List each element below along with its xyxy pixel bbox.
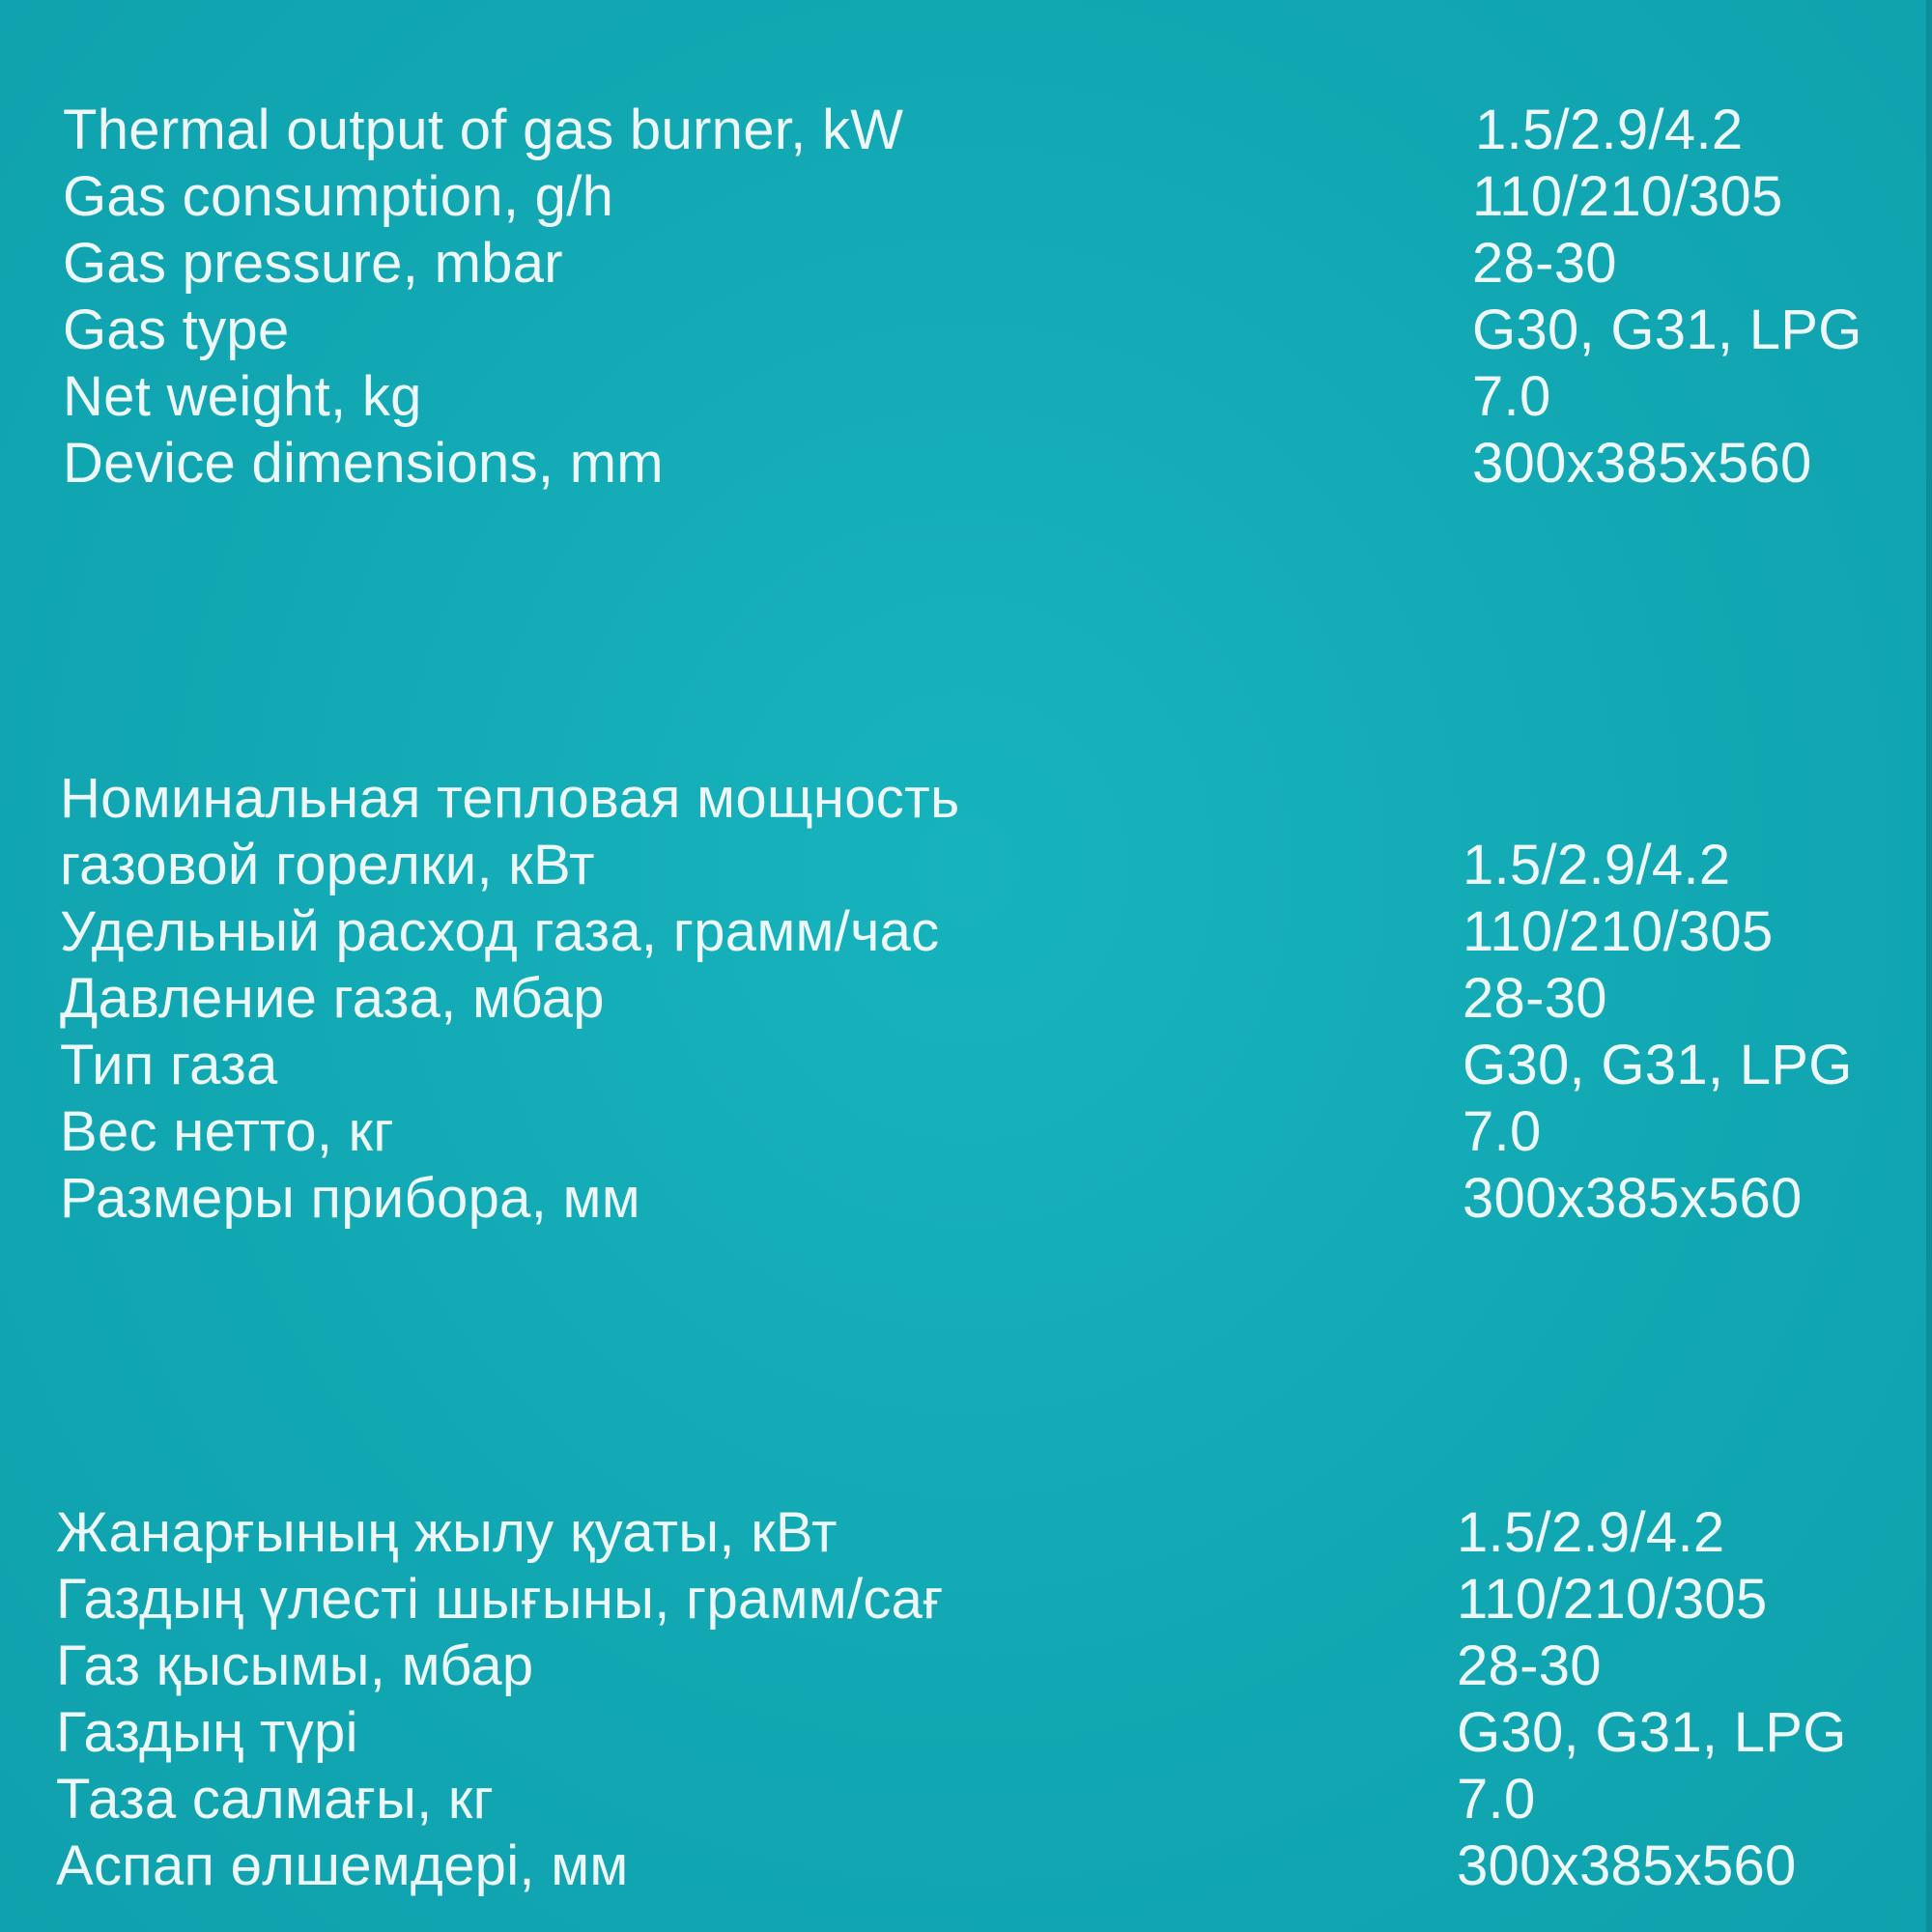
spec-row (0, 230, 1932, 297)
spec-row (0, 1098, 1932, 1165)
spec-value: 110/210/305 (1463, 900, 1774, 963)
spec-label: Thermal output of gas burner, kW (63, 99, 904, 161)
spec-value: 300x385x560 (1463, 1167, 1803, 1230)
spec-label: Тип газа (60, 1034, 278, 1096)
spec-row (0, 1633, 1932, 1699)
spec-label: Номинальная тепловая мощность (60, 767, 960, 830)
spec-row (0, 1766, 1932, 1833)
spec-row (0, 97, 1932, 163)
spec-row (0, 297, 1932, 363)
spec-value: 7.0 (1463, 1100, 1542, 1163)
spec-label: Давление газа, мбар (60, 967, 605, 1030)
spec-label: Газдың түрi (56, 1701, 358, 1764)
spec-value: 110/210/305 (1472, 165, 1783, 228)
spec-value: 7.0 (1472, 365, 1551, 428)
spec-label: Газ қысымы, мбар (56, 1634, 534, 1697)
spec-label: Газдың үлестi шығыны, грамм/сағ (56, 1568, 944, 1631)
spec-label: Размеры прибора, мм (60, 1167, 640, 1230)
spec-value: 28-30 (1463, 967, 1607, 1030)
spec-row (0, 430, 1932, 497)
spec-value: G30, G31, LPG (1472, 298, 1862, 361)
spec-block-kazakh (0, 1499, 1932, 1899)
spec-row (0, 363, 1932, 430)
spec-row (0, 1699, 1932, 1766)
spec-block-russian (0, 765, 1932, 1232)
spec-label: Gas pressure, mbar (63, 232, 563, 295)
spec-row (0, 1833, 1932, 1899)
spec-label: Таза салмағы, кг (56, 1768, 495, 1831)
spec-value: 110/210/305 (1457, 1568, 1768, 1631)
spec-row (0, 965, 1932, 1032)
spec-row (0, 1499, 1932, 1566)
spec-label: Жанарғының жылу қуаты, кВт (56, 1501, 838, 1564)
spec-label: Device dimensions, mm (63, 432, 664, 495)
spec-label: Gas consumption, g/h (63, 165, 614, 228)
spec-value: 1.5/2.9/4.2 (1475, 99, 1744, 161)
spec-value: 28-30 (1457, 1634, 1602, 1697)
spec-value: 1.5/2.9/4.2 (1457, 1501, 1725, 1564)
spec-row (0, 765, 1932, 832)
spec-value: 1.5/2.9/4.2 (1463, 834, 1731, 896)
spec-value: G30, G31, LPG (1463, 1034, 1853, 1096)
spec-label: Net weight, kg (63, 365, 422, 428)
spec-label: газовой горелки, кВт (60, 834, 595, 896)
spec-row (0, 1032, 1932, 1098)
spec-label: Вес нетто, кг (60, 1100, 394, 1163)
spec-value: 28-30 (1472, 232, 1617, 295)
spec-value: 300x385x560 (1457, 1834, 1797, 1897)
spec-row (0, 832, 1932, 898)
spec-value: 7.0 (1457, 1768, 1536, 1831)
spec-block-english (0, 97, 1932, 497)
spec-label: Аспап өлшемдерi, мм (56, 1834, 629, 1897)
spec-value: G30, G31, LPG (1457, 1701, 1847, 1764)
spec-label: Удельный расход газа, грамм/час (60, 900, 940, 963)
spec-row (0, 163, 1932, 230)
spec-row (0, 1165, 1932, 1232)
spec-value: 300x385x560 (1472, 432, 1812, 495)
spec-label: Gas type (63, 298, 290, 361)
spec-row (0, 1566, 1932, 1633)
spec-row (0, 898, 1932, 965)
